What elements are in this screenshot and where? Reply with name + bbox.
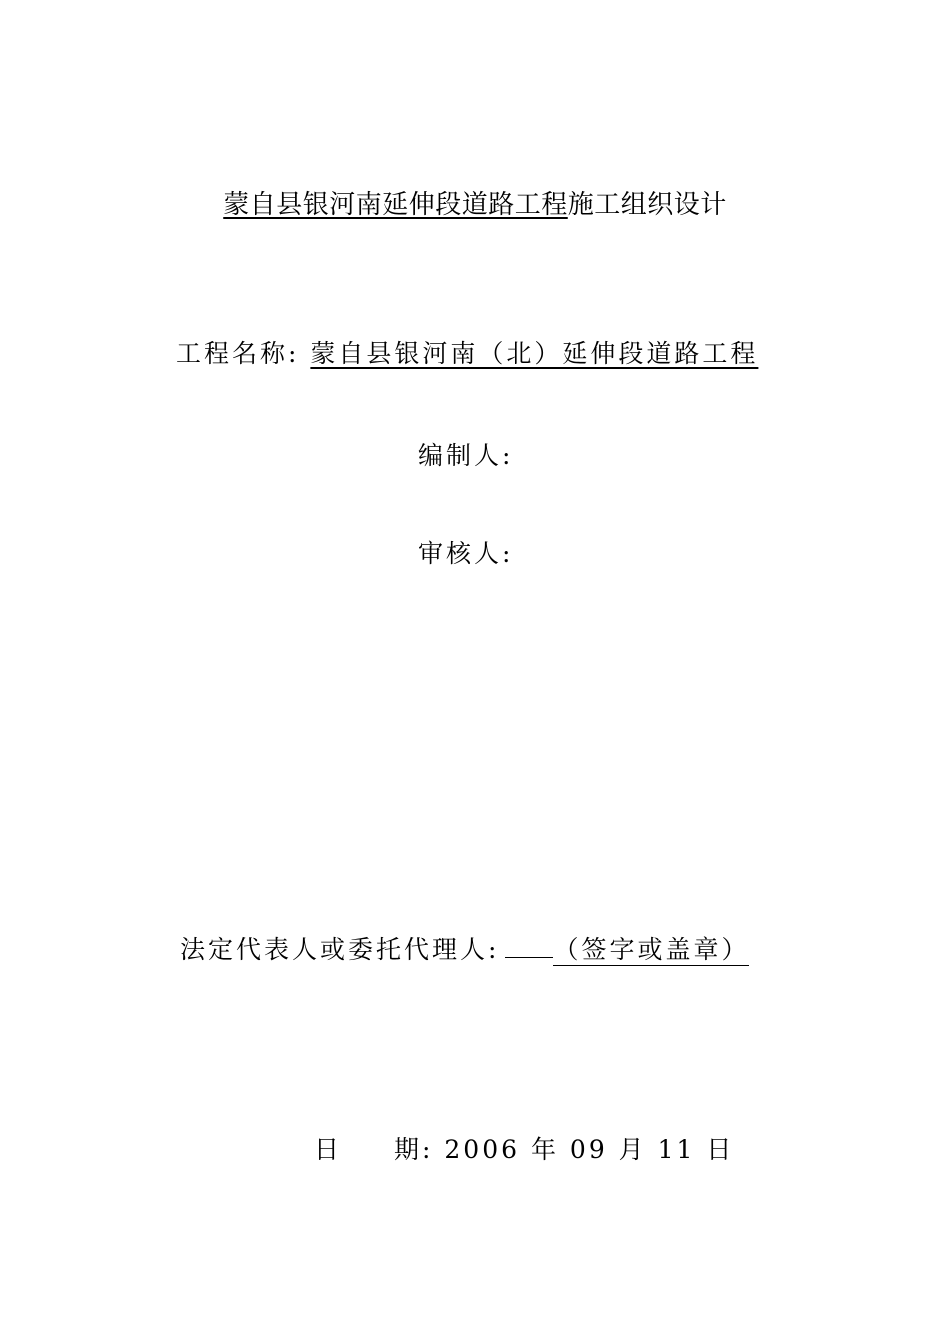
date-value: 2006 年 09 月 11 日 bbox=[444, 1135, 735, 1164]
project-name-label: 工程名称: bbox=[176, 339, 300, 368]
reviewer-label: 审核人: bbox=[418, 539, 514, 568]
legal-representative-line bbox=[180, 930, 749, 966]
title-project-name: 蒙自县银河南延伸段道路工程 bbox=[223, 190, 568, 220]
project-name-value: 蒙自县银河南（北）延伸段道路工程 bbox=[310, 339, 759, 368]
project-name-line bbox=[176, 334, 758, 370]
reviewer-line bbox=[418, 534, 513, 570]
editor-line bbox=[418, 436, 513, 472]
date-label-second: 期: bbox=[394, 1135, 434, 1164]
signature-hint: （签字或盖章） bbox=[553, 935, 750, 964]
editor-label: 编制人: bbox=[418, 441, 514, 470]
date-line bbox=[314, 1130, 734, 1166]
signature-blank bbox=[505, 935, 553, 958]
document-title bbox=[0, 184, 950, 221]
date-label-first: 日 bbox=[314, 1135, 343, 1164]
title-suffix: 施工组织设计 bbox=[567, 190, 727, 220]
legal-representative-label: 法定代表人或委托代理人: bbox=[180, 935, 500, 964]
